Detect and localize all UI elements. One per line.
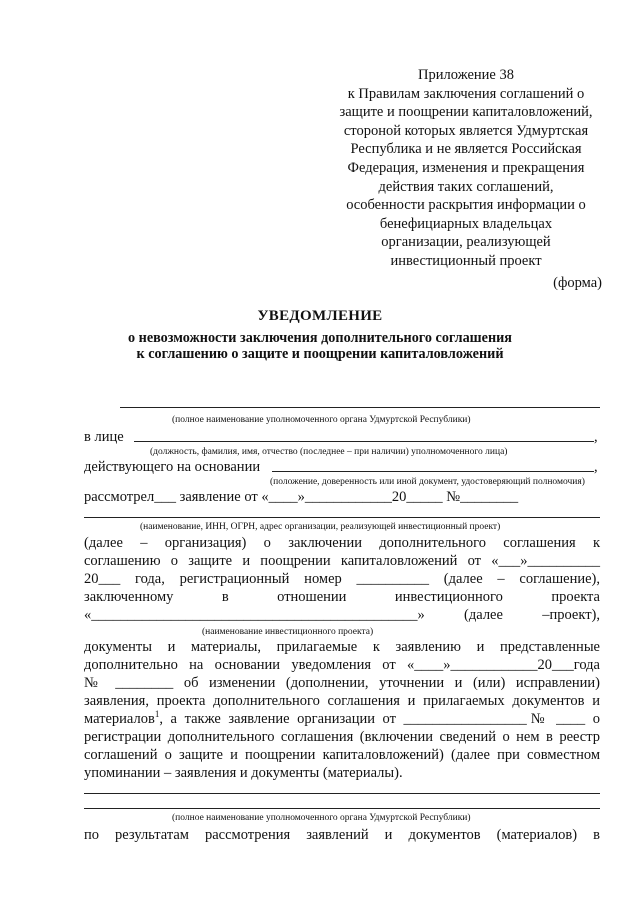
body-line: (далее – организация) о заключении дополнительного соглашения к [84,535,600,551]
authority2-caption: (полное наименование уполномоченного органа Удмуртской Республики) [172,813,471,823]
text-fragment: , а также заявление организации от _________________№ ____ о [159,711,600,727]
appendix-line: инвестиционный проект [390,252,542,269]
appendix-line: бенефициарных владельцах [379,215,553,232]
comma: , [594,459,598,475]
project-caption: (наименование инвестиционного проекта) [202,627,374,637]
body-line: дополнительно на основании уведомления от «____»____________20___года [84,657,600,673]
appendix-header [322,66,610,271]
basis-caption: (положение, доверенность или иной документ, удостоверяющий полномочия) [270,477,585,487]
body-line: соглашений о защите и поощрении капиталовложений) (далее при совместном [84,747,600,763]
comma: , [594,429,598,445]
organization-line[interactable] [84,517,600,518]
document-subtitle: о невозможности заключения дополнительного соглашения [128,330,512,346]
authority-caption: (полное наименование уполномоченного органа Удмуртской Республики) [172,415,471,425]
body-line: документы и материалы, прилагаемые к заявлению и представленные [84,639,600,655]
organization-caption: (наименование, ИНН, ОГРН, адрес организации, реализующей инвестиционный проект) [140,522,501,532]
document-subtitle: к соглашению о защите и поощрении капиталовложений [136,346,504,362]
appendix-line: Федерация, изменения и прекращения [347,159,585,176]
appendix-line: Приложение 38 [418,67,514,83]
appendix-line: организации, реализующей [381,234,551,251]
acting-basis-line[interactable] [272,471,594,472]
body-line: по результатам рассмотрения заявлений и документов (материалов) в [84,827,600,843]
body-line: упоминании – заявления и документы (материалы). [84,765,403,781]
body-line: соглашению о защите и поощрении капиталовложений от «___»__________ [84,553,600,569]
appendix-line: стороной которых является Удмуртская [343,122,589,139]
appendix-line: защите и поощрении капиталовложений, [339,104,593,121]
acting-basis-label: действующего на основании [84,459,261,475]
in-person-line[interactable] [134,441,594,442]
form-label: (форма) [553,275,602,291]
body-line: № ________ об изменении (дополнении, уточнении и (или) исправлении) [84,675,600,691]
body-line: заключенному в отношении инвестиционного проекта [84,589,600,605]
appendix-line: действия таких соглашений, [378,178,554,195]
body-line: регистрации дополнительного соглашения (включении сведений о нем в реестр [84,729,600,745]
in-person-label: в лице [84,429,124,445]
body-line: заявления, проекта дополнительного соглашения и прилагаемых документов и [84,693,600,709]
reviewed-line: рассмотрел___ заявление от «____»____________20_____ №________ [84,489,519,505]
footnote-mark: 1 [154,709,160,720]
person-caption: (должность, фамилия, имя, отчество (последнее – при наличии) уполномоченного лица) [150,447,508,457]
authority-name-line[interactable] [120,407,600,408]
authority2-line[interactable] [84,808,600,809]
appendix-line: к Правилам заключения соглашений о [347,85,585,102]
appendix-line: Республика и не является Российская [350,141,582,158]
body-line: 20___ года, регистрационный номер __________ (далее – соглашение), [84,571,600,587]
document-title: УВЕДОМЛЕНИЕ [257,308,383,324]
authority2-line-top[interactable] [84,793,600,794]
text-fragment: материалов [84,711,155,727]
appendix-line: особенности раскрытия информации о [346,197,586,214]
body-line [84,710,600,728]
body-line: «_____________________________________________» (далее –проект), [84,607,600,623]
